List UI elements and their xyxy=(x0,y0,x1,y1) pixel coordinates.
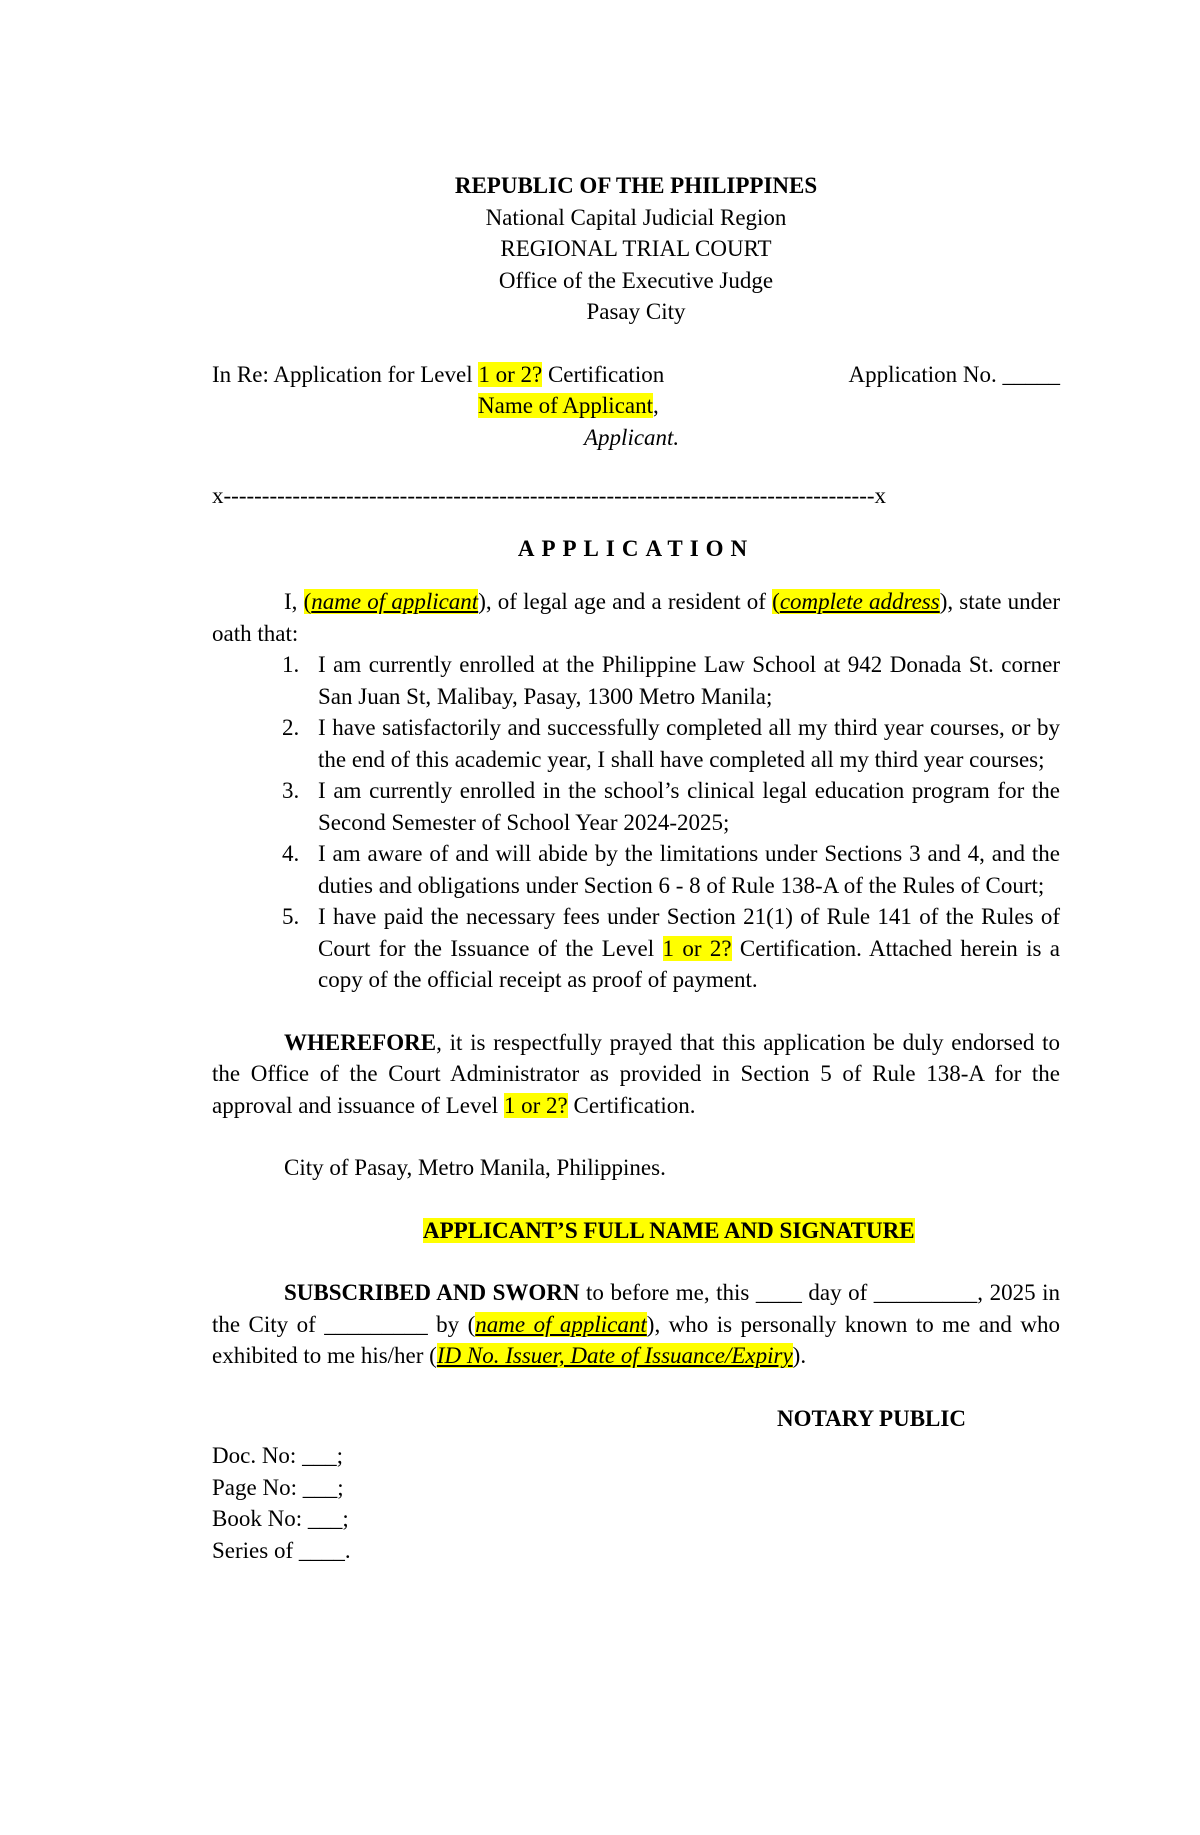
level-placeholder: 1 or 2? xyxy=(503,1092,568,1118)
office-heading: Office of the Executive Judge xyxy=(498,267,774,293)
court-header xyxy=(212,170,1060,328)
document-body xyxy=(212,170,1060,1566)
republic-heading: REPUBLIC OF THE PHILIPPINES xyxy=(454,173,818,198)
city-heading: Pasay City xyxy=(586,299,686,324)
sworn-text: , 2025 in the City of xyxy=(212,1280,1060,1337)
signature-line xyxy=(212,1215,1060,1247)
wherefore-paragraph xyxy=(212,1027,1060,1122)
page-no: Page No: ___; xyxy=(212,1474,344,1500)
court-heading: REGIONAL TRIAL COURT xyxy=(500,236,772,261)
applicant-name-line xyxy=(478,390,659,422)
list-item xyxy=(212,775,1060,838)
signature-placeholder: APPLICANT’S FULL NAME AND SIGNATURE xyxy=(423,1217,915,1243)
case-caption xyxy=(212,359,1060,454)
level-placeholder: 1 or 2? xyxy=(662,935,732,961)
item-text: I am aware of and will abide by the limitations under Sections 3 and 4, and the duties and obligations under Section 6 - 8 of Rule 138-A of the Rules of Court; xyxy=(318,841,1060,898)
wherefore-word: WHEREFORE xyxy=(284,1029,437,1055)
list-item xyxy=(212,712,1060,775)
item-text: I have paid the necessary fees under Section 21(1) of Rule 141 of the Rules of Court for the Issuance of the Level xyxy=(318,904,1060,961)
sworn-heading: SUBSCRIBED AND SWORN xyxy=(284,1280,580,1305)
item-text: I am currently enrolled at the Philippine Law School at 942 Donada St. corner San Juan St, Malibay, Pasay, 1300 Metro Manila; xyxy=(318,652,1060,709)
jurat-paragraph xyxy=(212,1277,1060,1372)
list-item xyxy=(212,901,1060,996)
certification-word: Certification xyxy=(542,361,665,387)
item-text-suffix: Certification. Attached herein is a copy of the official receipt as proof of payment. xyxy=(318,935,1061,992)
book-no: Book No: ___; xyxy=(212,1506,349,1531)
list-item xyxy=(212,838,1060,901)
intro-suffix: ), state under oath that: xyxy=(212,589,1060,646)
item-number: 1. xyxy=(282,652,300,677)
id-placeholder: ID No. Issuer, Date of Issuance/Expiry xyxy=(436,1343,793,1368)
wherefore-suffix: Certification. xyxy=(567,1092,696,1118)
item-text: I have satisfactorily and successfully completed all my third year courses, or by the end of this academic year, I shall have completed all my third year courses; xyxy=(318,715,1060,772)
separator-line: x-------------------------------------------------------------------------------------x xyxy=(212,482,887,508)
notarial-register xyxy=(212,1440,1060,1566)
region-heading: National Capital Judicial Region xyxy=(485,204,787,230)
address-placeholder: complete address xyxy=(779,589,940,614)
in-re-prefix: In Re: Application for Level xyxy=(212,361,479,387)
in-re-line xyxy=(212,359,664,391)
series-of: Series of ____. xyxy=(212,1537,351,1563)
level-placeholder: 1 or 2? xyxy=(478,361,543,387)
name-placeholder: name of applicant xyxy=(475,1311,647,1337)
city-line: City of Pasay, Metro Manila, Philippines. xyxy=(284,1155,666,1180)
sworn-text: to before me, this ____ day of xyxy=(579,1280,874,1305)
intro-mid: ), of legal age and a resident of xyxy=(478,589,773,614)
city-blank: _________ xyxy=(324,1311,428,1337)
wherefore-text: , it is respectfully prayed that this application be duly endorsed to the Office of the Court Administrator as provided in Section 5 of Rule 138-A for the approval and issuance of Level xyxy=(212,1029,1060,1118)
date-blank: _________ xyxy=(873,1280,978,1305)
doc-no: Doc. No: ___; xyxy=(212,1443,343,1468)
item-number: 2. xyxy=(282,715,300,740)
item-number: 3. xyxy=(282,778,300,803)
item-number: 4. xyxy=(282,841,300,866)
paren: ( xyxy=(303,589,312,614)
intro-paragraph xyxy=(212,586,1060,649)
name-placeholder: name of applicant xyxy=(311,589,479,614)
sworn-text: by ( xyxy=(427,1311,476,1337)
sworn-text: ). xyxy=(792,1343,807,1368)
intro-prefix: I, xyxy=(284,589,304,614)
document-title: APPLICATION xyxy=(517,535,755,561)
item-number: 5. xyxy=(282,904,300,929)
name-comma: , xyxy=(653,392,659,418)
notary-public-label: NOTARY PUBLIC xyxy=(777,1405,966,1431)
list-item xyxy=(212,649,1060,712)
item-text: I am currently enrolled in the school’s clinical legal education program for the Second Semester of School Year 2024-2025; xyxy=(318,778,1060,835)
oath-list xyxy=(212,649,1060,996)
application-number: Application No. _____ xyxy=(848,361,1060,387)
applicant-name-placeholder: Name of Applicant xyxy=(478,392,654,418)
applicant-role: Applicant. xyxy=(584,424,680,450)
sworn-text: ), who is personally known to me and who exhibited to me his/her ( xyxy=(212,1311,1060,1368)
paren: ( xyxy=(772,589,780,614)
